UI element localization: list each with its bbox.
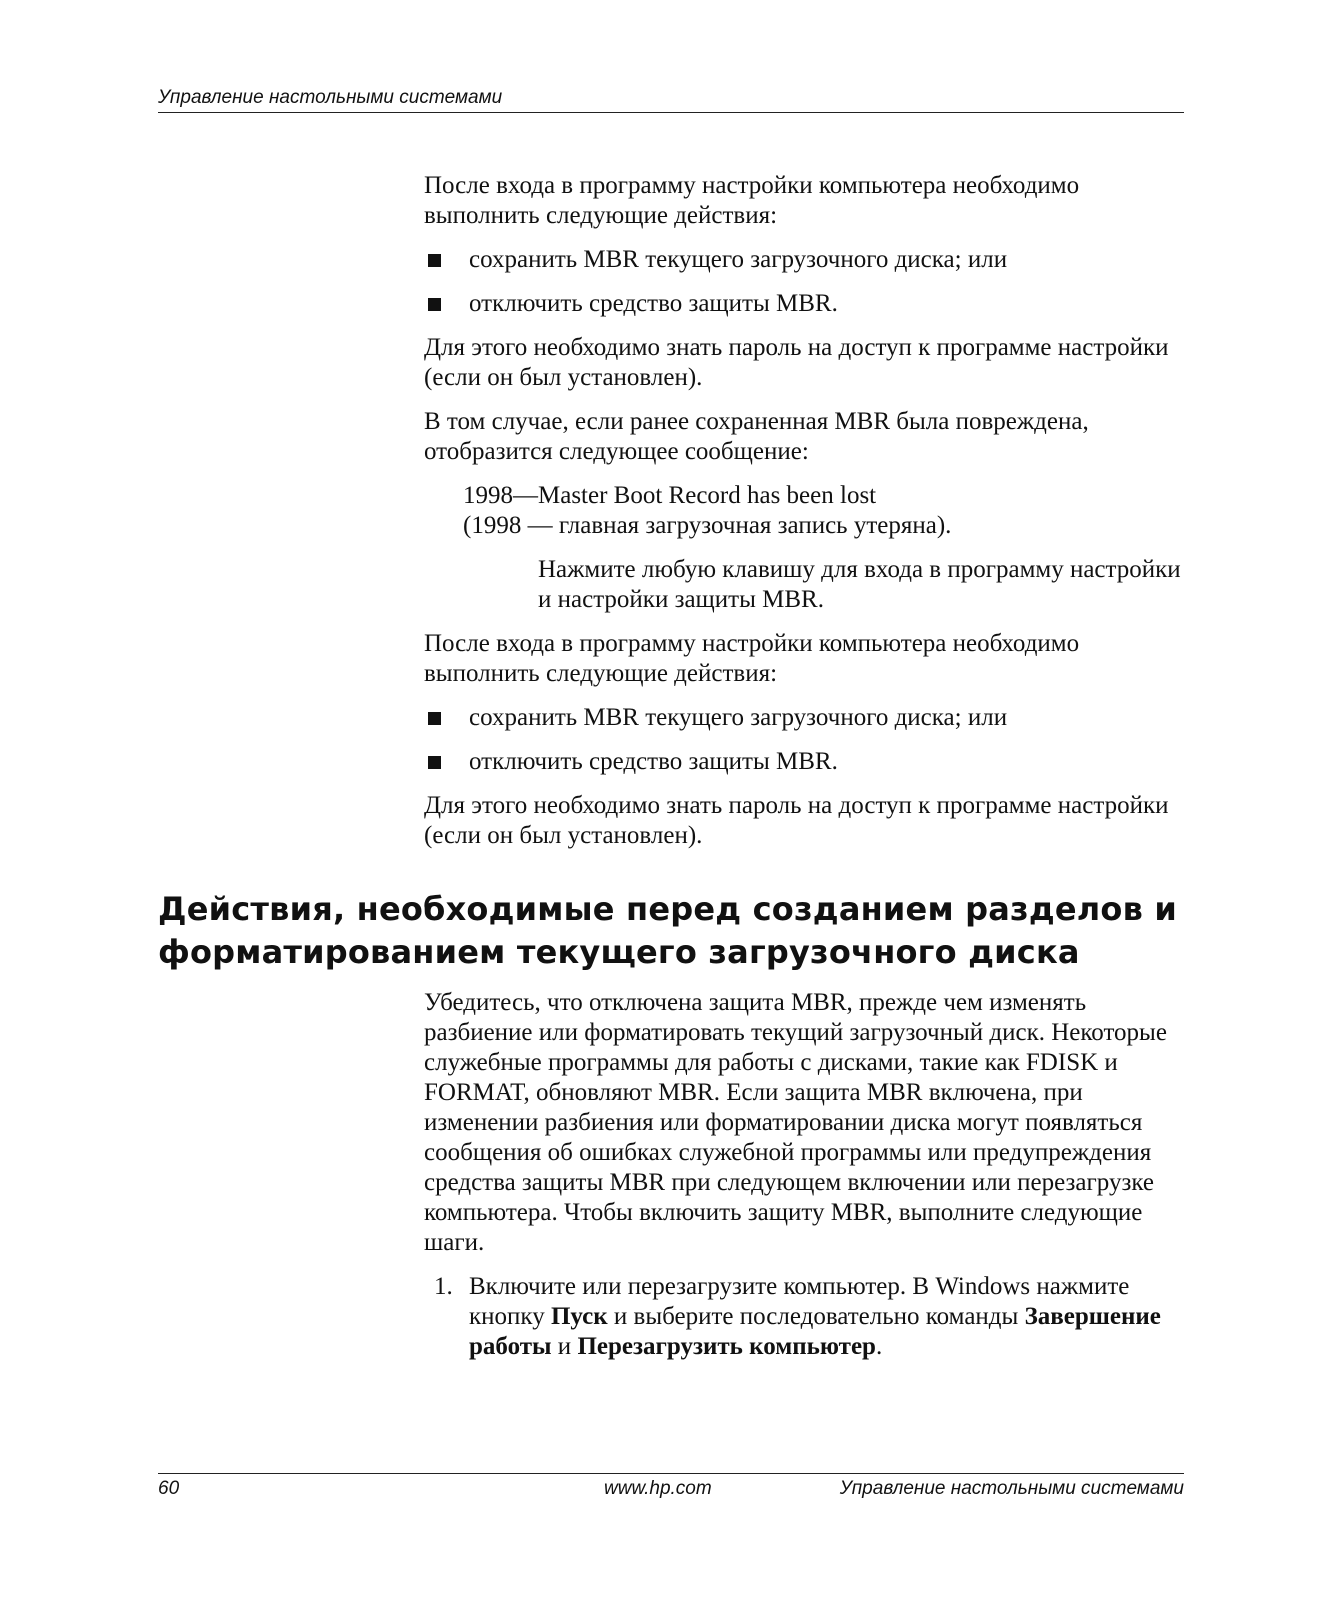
bullet-square-icon — [428, 254, 441, 267]
section-paragraph: Убедитесь, что отключена защита MBR, прежде чем изменять разбиение или форматировать текущий загрузочный диск. Некоторые служебные программы для работы с дисками, такие как FDISK и FORMAT, обновляют MBR. Если защита MBR включена, при изменении разбиения или форматировании диска могут появляться сообщения об ошибках служебной программы или предупреждения средства защиты MBR при следующем включении или перезагрузке компьютера. Чтобы включить защиту MBR, выполните следующие шаги. — [424, 989, 1167, 1256]
bullet-item — [424, 245, 1186, 275]
footer-rule — [158, 1473, 1184, 1474]
paragraph-password-1: Для этого необходимо знать пароль на доступ к программе настройки (если он был установлен). — [424, 334, 1169, 391]
bullet-list-1 — [424, 245, 1186, 319]
step-text: и выберите последовательно команды — [607, 1303, 1025, 1330]
step-item — [424, 1272, 1186, 1362]
paragraph-after-setup-1: После входа в программу настройки компьютера необходимо выполнить следующие действия: — [424, 172, 1080, 229]
step-text: . — [875, 1333, 883, 1360]
top-section — [424, 171, 1186, 865]
bullet-item — [424, 747, 1186, 777]
bullet-item — [424, 703, 1186, 733]
error-message — [463, 481, 1186, 541]
bullet-text: отключить средство защиты MBR. — [469, 748, 838, 775]
bullet-text: сохранить MBR текущего загрузочного диска; или — [469, 704, 1008, 731]
bullet-item — [424, 289, 1186, 319]
paragraph-password-2: Для этого необходимо знать пароль на доступ к программе настройки (если он был установлен). — [424, 792, 1169, 849]
restart-command-label: Перезагрузить компьютер — [577, 1333, 876, 1360]
step-text: и — [551, 1333, 578, 1360]
message-note: Нажмите любую клавишу для входа в программу настройки и настройки защиты MBR. — [538, 556, 1181, 613]
page-number: 60 — [158, 1478, 180, 1499]
footer-url: www.hp.com — [604, 1478, 712, 1499]
footer-title: Управление настольными системами — [839, 1478, 1184, 1499]
step-number: 1. — [434, 1273, 453, 1300]
bullet-text: сохранить MBR текущего загрузочного диска; или — [469, 246, 1008, 273]
bullet-square-icon — [428, 756, 441, 769]
section-body — [424, 988, 1186, 1362]
shutdown-command-label: Завершение работы — [469, 1303, 1161, 1360]
bullet-square-icon — [428, 712, 441, 725]
steps-list — [424, 1272, 1186, 1362]
step-text: Включите или перезагрузите компьютер. В Windows нажмите кнопку — [469, 1273, 1130, 1330]
paragraph-after-setup-2: После входа в программу настройки компьютера необходимо выполнить следующие действия: — [424, 630, 1080, 687]
bullet-text: отключить средство защиты MBR. — [469, 290, 838, 317]
bullet-list-2 — [424, 703, 1186, 777]
error-message-line: 1998—Master Boot Record has been lost — [463, 482, 877, 509]
bullet-square-icon — [428, 298, 441, 311]
header-rule — [158, 112, 1184, 113]
running-header: Управление настольными системами — [158, 87, 503, 108]
start-button-label: Пуск — [550, 1303, 608, 1330]
error-message-translation: (1998 — главная загрузочная запись утеряна). — [463, 512, 952, 539]
paragraph-damaged-mbr: В том случае, если ранее сохраненная MBR была повреждена, отобразится следующее сообщение: — [424, 408, 1089, 465]
section-heading: Действия, необходимые перед созданием разделов и форматированием текущего загрузочного диска — [158, 890, 1178, 971]
